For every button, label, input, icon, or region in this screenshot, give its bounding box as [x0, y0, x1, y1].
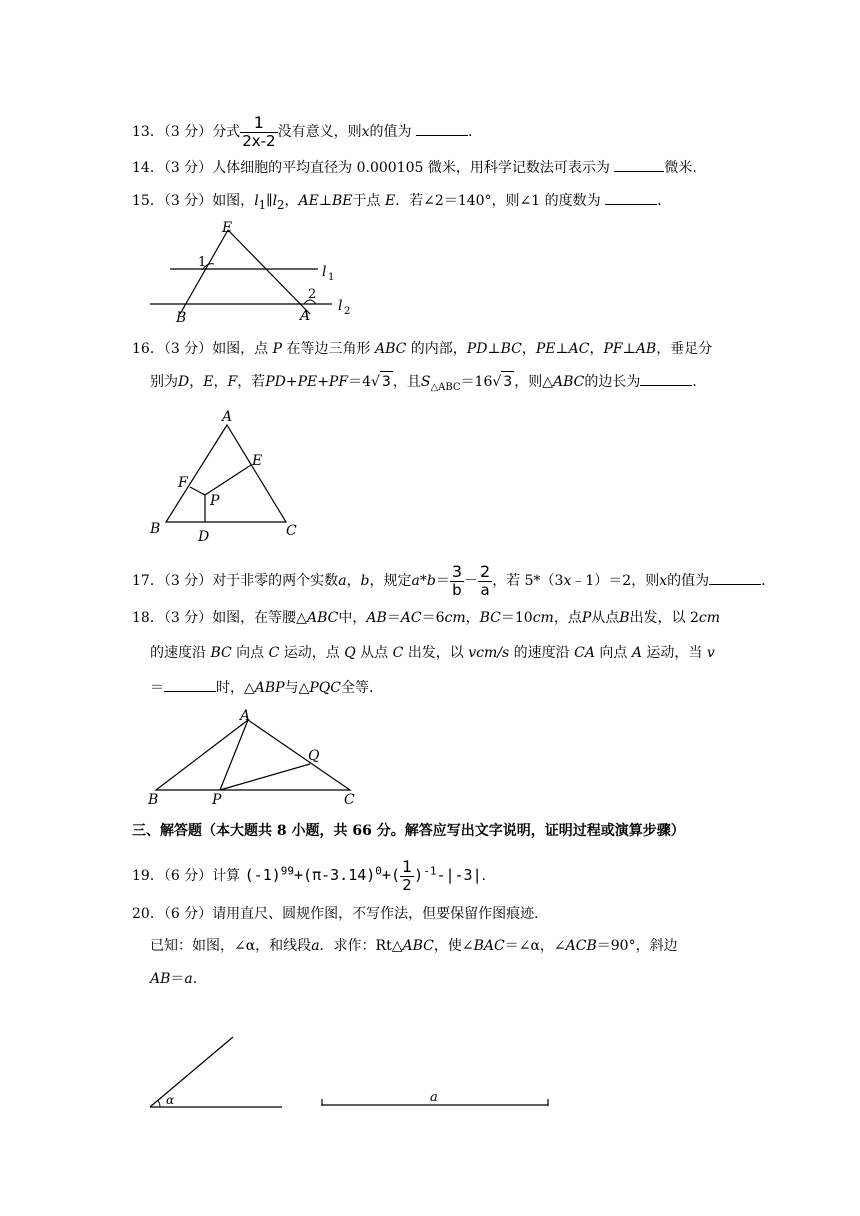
question-20-line3: AB＝a.	[150, 971, 198, 987]
question-score: （3 分）	[163, 610, 213, 626]
fraction: $\frac{2}{a}$	[480, 562, 491, 599]
segment-pf	[190, 487, 205, 495]
question-score: （3 分）	[163, 193, 213, 209]
fraction: $\frac{1}{2}$	[401, 857, 413, 894]
label-A: A	[222, 409, 233, 425]
answer-blank[interactable]	[640, 371, 692, 386]
question-score: （6 分）	[163, 906, 213, 922]
figure-q18	[140, 706, 370, 806]
sqrt: √	[371, 374, 380, 390]
triangle-abc	[156, 720, 350, 790]
question-13: 13．（3 分）分式 $\frac{1}{2x-2}$ 没有意义，则x的值为 .	[132, 113, 473, 150]
question-15: 15．（3 分）如图，$l_1\parallel l_2$，AE⊥BE于点 E．若∠2＝140°，则∠1 的度数为 ．	[132, 190, 671, 215]
question-number: 16．	[132, 341, 164, 357]
fraction: $\frac{3}{b}$	[451, 562, 463, 599]
figure-q16	[140, 405, 320, 545]
answer-blank[interactable]	[605, 190, 657, 205]
segment-ea	[228, 230, 310, 314]
label-l2-sub: 2	[344, 306, 351, 317]
answer-blank[interactable]	[416, 121, 468, 136]
question-20-line2: 已知：如图，∠α，和线段a．求作：Rt△ABC，使∠BAC＝∠α，∠ACB＝90°，斜边	[150, 938, 678, 954]
question-18: 18．（3 分）如图，在等腰△ABC中，AB＝AC＝6cm，BC＝10cm，点P从点B出发，以 2cm	[132, 610, 721, 626]
fraction: $\frac{1}{2x-2}$	[242, 113, 276, 150]
label-P: P	[212, 792, 222, 806]
question-number: 19．	[132, 868, 164, 884]
label-B: B	[148, 792, 159, 806]
question-score: （3 分）	[163, 160, 213, 176]
label-a: a	[430, 1090, 438, 1105]
label-l1: l	[322, 264, 327, 280]
label-B: B	[150, 521, 161, 537]
label-P: P	[210, 493, 220, 509]
section-3-title: 三、解答题（本大题共 8 小题，共 66 分。解答应写出文字说明，证明过程或演算步骤）	[132, 823, 685, 839]
question-number: 14．	[132, 160, 164, 176]
question-16: 16．（3 分）如图，点 P 在等边三角形 ABC 的内部，PD⊥BC，PE⊥AC，PF⊥AB，垂足分	[132, 341, 713, 357]
label-1: 1	[198, 255, 207, 270]
label-alpha: α	[166, 1093, 175, 1107]
question-score: （6 分）	[163, 868, 213, 884]
question-number: 13．	[132, 124, 164, 140]
question-18-line3: ＝ 时，△ABP与△PQC全等．	[150, 677, 383, 698]
question-number: 20．	[132, 906, 164, 922]
angle-ray-upper	[150, 1037, 233, 1107]
label-Q: Q	[308, 748, 320, 764]
question-number: 18．	[132, 610, 164, 626]
question-18-line2: 的速度沿 BC 向点 C 运动，点 Q 从点 C 出发，以 vcm/s 的速度沿 CA 向点 A 运动，当 v	[150, 645, 715, 661]
answer-blank[interactable]	[709, 570, 761, 585]
label-C: C	[344, 792, 355, 806]
label-l1-sub: 1	[328, 272, 335, 283]
question-score: （3 分）	[163, 124, 213, 140]
figure-q20-segment	[318, 1085, 554, 1115]
question-16-line2: 别为D，E，F，若PD+PE+PF＝4√ 3 ，且$S_{\triangle ABC}=16√$ 3 ，则△ABC的边长为 ．	[150, 371, 706, 398]
segment-be	[180, 230, 228, 314]
label-D: D	[198, 529, 210, 545]
question-19: 19．（6 分）计算 $(-1)^{99}+(\pi-3.14)^0+$( $\frac{1}{2}$ )$^{-1}$-|-3|.	[132, 857, 487, 894]
segment-pe	[205, 465, 251, 495]
segment-pq	[220, 764, 310, 790]
label-E: E	[252, 453, 263, 469]
label-E: E	[222, 220, 233, 236]
question-score: （3 分）	[163, 341, 213, 357]
question-17: 17．（3 分）对于非零的两个实数a，b，规定a*b＝ $\frac{3}{b}$ － $\frac{2}{a}$ ，若 5*（3x﹣1）＝2，则x的值为 ．	[132, 562, 776, 599]
question-14: 14．（3 分）人体细胞的平均直径为 0.000105 微米，用科学记数法可表示为 微米.	[132, 157, 697, 178]
label-l2: l	[338, 298, 343, 314]
answer-blank[interactable]	[164, 677, 216, 692]
question-20: 20．（6 分）请用直尺、圆规作图，不写作法，但要保留作图痕迹．	[132, 906, 549, 922]
question-number: 15．	[132, 193, 164, 209]
figure-q15	[140, 218, 380, 328]
label-A: A	[300, 308, 311, 324]
triangle-abc	[166, 425, 286, 522]
label-F: F	[178, 475, 188, 491]
label-2: 2	[308, 287, 317, 302]
question-number: 17．	[132, 573, 164, 589]
label-B: B	[176, 310, 187, 326]
answer-blank[interactable]	[614, 157, 664, 172]
question-score: （3 分）	[163, 573, 213, 589]
label-C: C	[286, 523, 297, 539]
figure-q20-angle	[140, 1030, 300, 1115]
label-A: A	[240, 708, 251, 724]
